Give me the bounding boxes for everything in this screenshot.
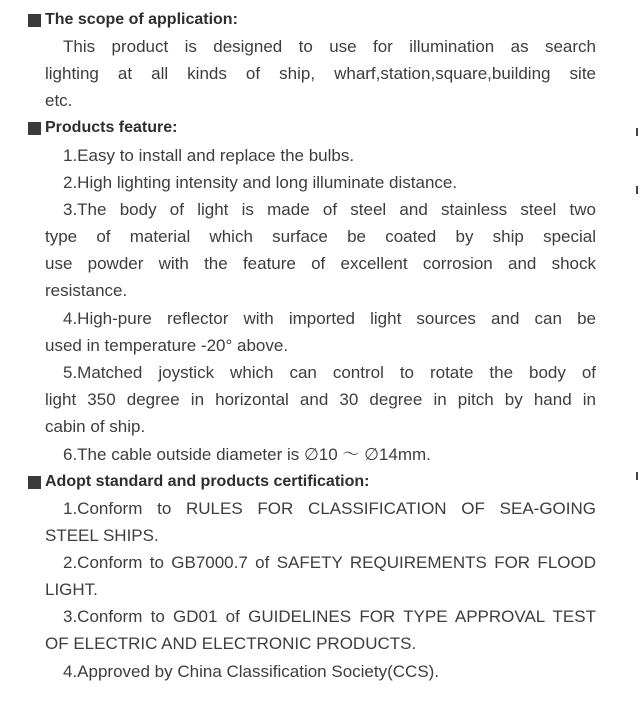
text-line: light 350 degree in horizontal and 30 degree in pitch by hand in [45, 390, 596, 409]
heading-text: Adopt standard and products certification: [45, 473, 370, 490]
text-line: cabin of ship. [45, 417, 146, 436]
section-heading-certification [28, 472, 369, 492]
text-line: 5.Matched joystick which can control to rotate the body of [63, 363, 596, 382]
text-line: type of material which surface be coated by ship special [45, 227, 596, 246]
bullet-square-icon [28, 122, 41, 135]
bullet-square-icon [28, 476, 41, 489]
edge-mark [636, 128, 638, 136]
text-line: 6.The cable outside diameter is ∅10 ～ ∅14mm. [63, 445, 431, 464]
text-line: lighting at all kinds of ship, wharf,station,square,building site [45, 64, 596, 83]
heading-text: The scope of application: [45, 11, 238, 28]
text-line: STEEL SHIPS. [45, 526, 159, 545]
section-heading-features [28, 118, 177, 138]
text-line: OF ELECTRIC AND ELECTRONIC PRODUCTS. [45, 634, 417, 653]
text-line: 2.High lighting intensity and long illuminate distance. [63, 173, 458, 192]
text-line: 1.Conform to RULES FOR CLASSIFICATION OF SEA-GOING [63, 499, 596, 518]
text-line: LIGHT. [45, 580, 98, 599]
text-line: 3.The body of light is made of steel and stainless steel two [63, 200, 596, 219]
text-line: This product is designed to use for illumination as search [63, 37, 596, 56]
heading-text: Products feature: [45, 119, 178, 136]
text-line: 3.Conform to GD01 of GUIDELINES FOR TYPE APPROVAL TEST [63, 607, 596, 626]
text-line: 4.High-pure reflector with imported light sources and can be [63, 309, 596, 328]
text-line: 2.Conform to GB7000.7 of SAFETY REQUIREMENTS FOR FLOOD [63, 553, 596, 572]
text-line: etc. [45, 91, 73, 110]
bullet-square-icon [28, 14, 41, 27]
edge-mark [636, 186, 638, 194]
text-line: used in temperature -20° above. [45, 336, 289, 355]
edge-mark [636, 472, 638, 480]
text-line: 1.Easy to install and replace the bulbs. [63, 146, 355, 165]
text-line: resistance. [45, 281, 128, 300]
text-line: use powder with the feature of excellent corrosion and shock [45, 254, 596, 273]
section-heading-scope [28, 10, 238, 30]
text-line: 4.Approved by China Classification Society(CCS). [63, 662, 440, 681]
